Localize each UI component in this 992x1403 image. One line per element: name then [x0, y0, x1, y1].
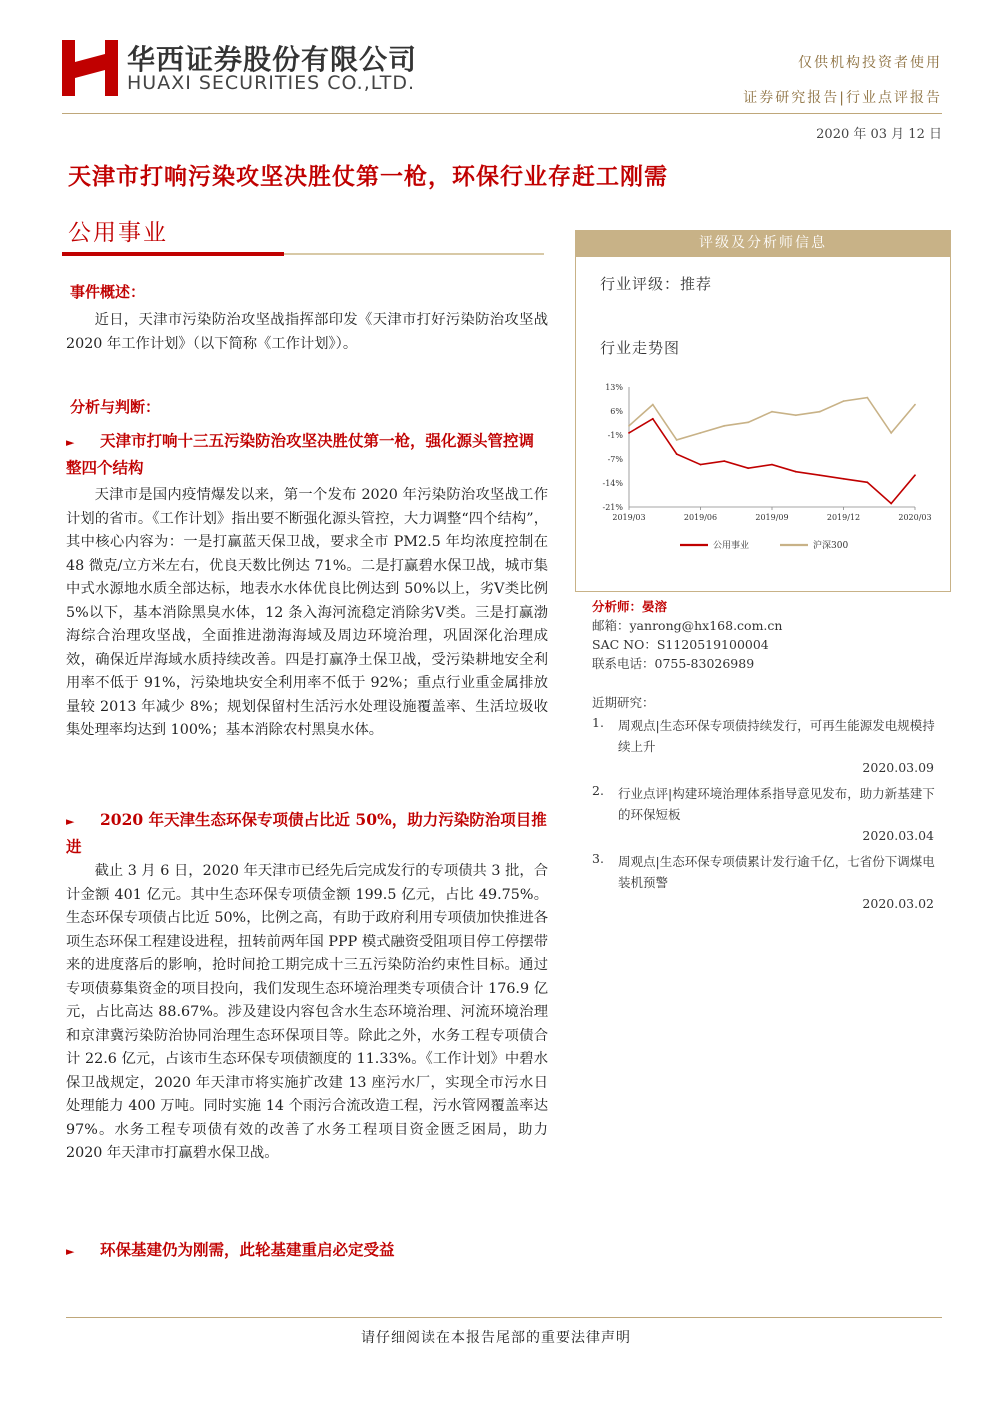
event-text: 近日，天津市污染防治攻坚战指挥部印发《天津市打好污染防治攻坚战 2020 年工作计划》（以下简称《工作计划》）。 — [66, 312, 548, 352]
recent-item[interactable] — [592, 851, 946, 915]
bullet-arrow-icon: ► — [66, 815, 75, 828]
recent-item-number: 1. — [592, 715, 604, 730]
recent-heading: 近期研究： — [592, 695, 655, 710]
recent-item-number: 2. — [592, 783, 604, 798]
data-point — [866, 397, 868, 399]
recent-research — [592, 693, 946, 915]
x-tick-label: 2019/06 — [683, 513, 718, 522]
recent-item-number: 3. — [592, 851, 604, 866]
analyst-info — [592, 597, 946, 673]
data-point — [700, 464, 702, 466]
recent-item-title[interactable]: 周观点|生态环保专项债累计发行逾千亿，七省份下调煤电装机预警 — [618, 854, 935, 890]
section-3-heading — [66, 1237, 548, 1264]
data-point — [747, 421, 749, 423]
data-point — [843, 400, 845, 402]
x-tick-label: 2020/03 — [898, 513, 932, 522]
data-point — [676, 453, 678, 455]
data-point — [628, 425, 630, 427]
y-tick-label: -1% — [607, 431, 623, 440]
data-point — [819, 474, 821, 476]
data-point — [628, 432, 630, 434]
company-logo-icon — [62, 40, 118, 96]
series-line-hs300 — [629, 398, 915, 440]
data-point — [843, 478, 845, 480]
trend-chart — [585, 375, 940, 560]
report-type: 证券研究报告|行业点评报告 — [743, 90, 942, 106]
header-divider — [62, 113, 942, 114]
x-tick-label: 2019/12 — [826, 513, 861, 522]
x-tick-label: 2019/09 — [755, 513, 789, 522]
recent-item-date: 2020.03.02 — [862, 896, 934, 911]
industry-rating: 行业评级：推荐 — [600, 275, 713, 293]
data-point — [723, 460, 725, 462]
data-point — [700, 432, 702, 434]
data-point — [676, 439, 678, 441]
recent-item[interactable] — [592, 783, 946, 847]
analyst-phone: 联系电话：0755-83026989 — [592, 656, 755, 671]
legend-label: 沪深300 — [813, 541, 849, 551]
data-point — [652, 404, 654, 406]
section-1-paragraph — [66, 484, 548, 743]
section-2-heading-text: 2020 年天津生态环保专项债占比近 50%，助力污染防治项目推进 — [66, 810, 547, 856]
analyst-name: 分析师：晏溶 — [592, 599, 668, 614]
company-name-cn: 华西证券股份有限公司 — [127, 43, 418, 76]
data-point — [652, 418, 654, 420]
panel-header: 评级及分析师信息 — [575, 230, 951, 257]
report-date: 2020 年 03 月 12 日 — [816, 127, 942, 142]
legend-label: 公用事业 — [713, 541, 750, 551]
recent-item-date: 2020.03.04 — [862, 828, 934, 843]
recent-item-title[interactable]: 行业点评|构建环境治理体系指导意见发布，助力新基建下的环保短板 — [618, 786, 935, 822]
footer-divider — [66, 1317, 942, 1318]
footer-disclaimer: 请仔细阅读在本报告尾部的重要法律声明 — [361, 1330, 631, 1346]
data-point — [890, 503, 892, 505]
y-tick-label: 13% — [605, 383, 623, 392]
y-tick-label: -14% — [602, 479, 623, 488]
analyst-email: 邮箱：yanrong@hx168.com.cn — [592, 618, 783, 633]
sector-name: 公用事业 — [68, 220, 168, 246]
data-point — [914, 474, 916, 476]
y-tick-label: -7% — [607, 455, 623, 464]
data-point — [771, 464, 773, 466]
x-tick-label: 2019/03 — [612, 513, 646, 522]
data-point — [723, 425, 725, 427]
event-paragraph — [66, 309, 548, 356]
recent-item[interactable] — [592, 715, 946, 779]
bullet-arrow-icon: ► — [66, 1245, 75, 1258]
bullet-arrow-icon: ► — [66, 436, 75, 449]
sector-underline — [62, 252, 284, 256]
data-point — [914, 404, 916, 406]
event-heading: 事件概述： — [70, 283, 146, 301]
section-3-heading-text: 环保基建仍为刚需，此轮基建重启必定受益 — [100, 1240, 395, 1259]
section-2-heading — [66, 807, 548, 859]
analysis-heading: 分析与判断： — [70, 398, 161, 416]
audience-note: 仅供机构投资者使用 — [798, 55, 942, 71]
data-point — [890, 432, 892, 434]
section-2-paragraph — [66, 860, 548, 1166]
data-point — [819, 411, 821, 413]
data-point — [747, 467, 749, 469]
report-title: 天津市打响污染攻坚决胜仗第一枪，环保行业存赶工刚需 — [68, 163, 668, 190]
recent-item-title[interactable]: 周观点|生态环保专项债持续发行，可再生能源发电规模持续上升 — [618, 718, 935, 754]
section-1-text: 天津市是国内疫情爆发以来，第一个发布 2020 年污染防治攻坚战工作计划的省市。《工作计划》指出要不断强化源头管控，大力调整“四个结构”，其中核心内容为：一是打赢蓝天保卫战，要求全市 PM2.5 年均浓度控制在 48 微克/立方米左右，优良天数比例达 71%。二是打赢碧水保卫战，城市集中式水源地水质全部达标，地表水水体优良比例达到 50%以上，劣Ⅴ类比例 5%以下，基本消除黑臭水体，12 条入海河流稳定消除劣Ⅴ类。三是打赢渤海综合治理攻坚战，全面推进渤海海域及周边环境治理，巩固深化治理成效，确保近岸海域水质持续改善。四是打赢净土保卫战，受污染耕地安全利用率不低于 91%，污染地块安全利用率不低于 92%；重点行业重金属排放量较 2013 年减少 8%；规划保留村生活污水处理设施覆盖率、生活垃圾收集处理率均达到 100%；基本消除农村黑臭水体。 — [66, 487, 548, 738]
data-point — [866, 481, 868, 483]
y-tick-label: -21% — [602, 503, 623, 512]
section-1-heading — [66, 428, 548, 480]
section-1-heading-text: 天津市打响十三五污染防治攻坚决胜仗第一枪，强化源头管控调整四个结构 — [66, 431, 535, 477]
recent-item-date: 2020.03.09 — [862, 760, 934, 775]
y-tick-label: 6% — [610, 407, 623, 416]
analyst-sac: SAC NO：S1120519100004 — [592, 637, 769, 652]
data-point — [795, 414, 797, 416]
company-name-en: HUAXI SECURITIES CO.,LTD. — [127, 72, 415, 94]
data-point — [795, 471, 797, 473]
sector-underline-thin — [284, 253, 544, 255]
trend-label: 行业走势图 — [600, 339, 681, 357]
section-2-text: 截止 3 月 6 日，2020 年天津市已经先后完成发行的专项债共 3 批，合计金额 401 亿元。其中生态环保专项债金额 199.5 亿元，占比 49.75%。生态环保专项债占比近 50%，比例之高，有助于政府利用专项债加快推进各项生态环保工程建设进程，扭转前两年国 PPP 模式融资受阻项目停工停摆带来的进度落后的影响，抢时间抢工期完成十三五污染防治约束性目标。通过专项债募集资金的项目投向，我们发现生态环境治理类专项债合计 176.9 亿元，占比高达 88.67%。涉及建设内容包含水生态环境治理、河流环境治理和京津冀污染防治协同治理生态环保项目等。除此之外，水务工程专项债合计 22.6 亿元，占该市生态环保专项债额度的 11.33%。《工作计划》中碧水保卫战规定，2020 年天津市将实施扩改建 13 座污水厂，实现全市污水日处理能力 400 万吨。同时实施 14 个雨污合流改造工程，污水管网覆盖率达 97%。水务工程专项债有效的改善了水务工程项目资金匮乏困局，助力 2020 年天津市打赢碧水保卫战。 — [66, 863, 548, 1161]
data-point — [771, 411, 773, 413]
